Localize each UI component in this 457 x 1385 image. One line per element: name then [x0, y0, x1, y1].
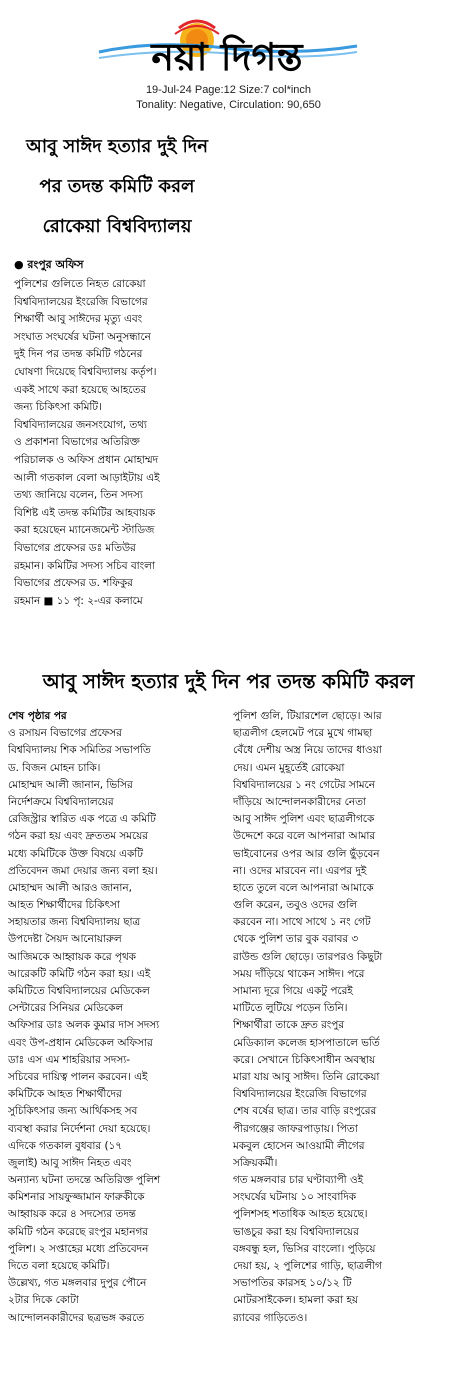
text-line: ডাঃ এস এম শাহরিয়ার সদস্য- — [8, 1053, 130, 1066]
text-line: সংঘর্ষের ঘটনায় ১০ সাংবাদিক — [233, 1191, 357, 1204]
text-line: পুলিশসহ শতাধিক আহত হয়েছে। — [233, 1208, 368, 1221]
continuation-headline: আবু সাঈদ হত্যার দুই দিন পর তদন্ত কমিটি করল — [42, 670, 415, 693]
text-line: অন্যান্য ঘটনা তদন্তে অতিরিক্ত পুলিশ — [8, 1174, 161, 1187]
text-line: আজিমকে আহ্বায়ক করে পৃথক — [8, 950, 136, 963]
text-line: হাতে তুলে বলে আপনারা আমাকে — [233, 881, 374, 894]
text-line: মেডিক্যাল কলেজ হাসপাতালে ভর্তি — [233, 1036, 380, 1049]
text-line: দাঁড়িয়ে আন্দোলনকারীদের নেতা — [233, 795, 366, 808]
text-line: কমিটিতে বিশ্ববিদ্যালয়ের মেডিকেল — [8, 985, 150, 997]
text-line: গঠন করা হয় এবং দ্রুততম সময়ের — [8, 830, 148, 843]
text-line: সভাপতির কারসহ ১০/১২ টি — [233, 1277, 352, 1290]
text-line: বিভাগের প্রফেসর ড. শফিকুর — [14, 577, 133, 590]
text-line: না। ওদের মারবেন না। এরপর দুই — [233, 864, 367, 877]
text-line: সেন্টারের সিনিয়র মেডিকেল — [8, 1002, 124, 1015]
text-line: এবং উপ-প্রধান মেডিকেল অফিসার — [8, 1036, 153, 1049]
byline: ● রংপুর অফিস — [14, 258, 84, 271]
text-line: মারা যায় আবু সাঈদ। তিনি রোকেয়া — [233, 1070, 380, 1083]
text-line: রহমান ■ ১১ পৃ: ২-এর কলামে — [14, 594, 143, 607]
text-line: কমিটিকে আহত শিক্ষার্থীদের — [8, 1088, 122, 1101]
text-line: ও রসায়ন বিভাগের প্রফেসর — [8, 727, 122, 740]
text-line: গত মঙ্গলবার চার ঘণ্টাব্যাপী ওই — [233, 1174, 364, 1187]
text-line: শেষ পৃষ্ঠার পর — [8, 710, 67, 722]
text-line: ব্যবস্থা করার নির্দেশনা দেয়া হয়েছে। — [8, 1122, 151, 1135]
text-line: করবেন না। সাথে সাথে ১ নং গেট — [233, 916, 371, 929]
text-line: আহ্বায়ক করে ৪ সদস্যের তদন্ত — [8, 1208, 136, 1221]
text-line: মোহাম্মদ আলী জানান, ভিসির — [8, 778, 133, 791]
text-line: প্রতিবেদন জমা দেয়ার জন্য বলা হয়। — [8, 864, 158, 877]
text-line: শিক্ষার্থী আবু সাঈদের মৃত্যু এবং — [14, 313, 143, 326]
text-line: র‍্যাবের গাড়িতেও। — [233, 1311, 308, 1324]
text-line: জন্য চিকিৎসা কমিটি। — [14, 401, 102, 414]
text-line: কমিটি গঠন করেছে রংপুর মহানগর — [8, 1225, 148, 1238]
text-line: উদ্দেশে করে বলে আপনারা আমার — [233, 830, 376, 843]
text-line: মকবুল হোসেন আওয়ামী লীগের — [233, 1139, 365, 1152]
logo-text: নয়া দিগন্ত — [151, 35, 303, 79]
text-line: বঙ্গবন্ধু হল, ভিসির বাংলো। পুড়িয়ে — [233, 1242, 376, 1255]
left-column — [8, 708, 228, 1327]
text-line: সক্রিয়কর্মী। — [233, 1156, 278, 1169]
text-line: সংঘাত সংঘর্ষের ঘটনা অনুসন্ধানে — [14, 330, 151, 343]
text-line: ড. বিজন মোহন চাকি। — [8, 761, 101, 774]
text-line: পুলিশ। ২ সপ্তাহের মধ্যে প্রতিবেদন — [8, 1242, 149, 1255]
text-line: আহত শিক্ষার্থীদের চিকিৎসা — [8, 899, 120, 912]
text-line: উল্লেখ্য, গত মঙ্গলবার দুপুর পৌনে — [8, 1277, 147, 1290]
text-line: দেয়া হয়, ২ পুলিশের গাড়ি, ছাত্রলীগ — [233, 1260, 382, 1272]
text-line: তথ্য জানিয়ে বলেন, তিন সদস্য — [14, 489, 143, 502]
text-line: কমিশনার সায়ফুজ্জামান ফারুকীকে — [8, 1191, 145, 1204]
text-line: একই সাথে করা হয়েছে আহতের — [14, 383, 147, 396]
text-line: দেয়। এমন মুহূর্তেই রোকেয়া — [233, 761, 345, 774]
text-line: পুলিশ গুলি, টিয়ারশেল ছোড়ে। আর — [233, 710, 382, 722]
text-line: মোহাম্মদ আলী আরও জানান, — [8, 881, 132, 894]
text-line: বিশ্ববিদ্যালয়ের জনসংযোগ, তথ্য — [14, 418, 147, 431]
clip-meta-date: 19-Jul-24 Page:12 Size:7 col*inch — [145, 84, 312, 96]
text-line: উপদেষ্টা সৈয়দ আনোয়ারুল — [8, 933, 122, 946]
text-line: ছাত্রলীগ হেলমেট পরে মুখে গামছা — [233, 727, 373, 740]
text-line: এদিকে গতকাল বুধবার (১৭ — [8, 1139, 122, 1152]
text-line: সামান্য দূরে গিয়ে একটু পরেই — [233, 985, 353, 997]
text-line: আন্দোলনকারীদের ছত্রভঙ্গ করতে — [8, 1311, 145, 1324]
headline-line-3: রোকেয়া বিশ্ববিদ্যালয় — [42, 216, 192, 237]
text-line: বিশ্ববিদ্যালয়ের ১ নং গেটের সামনে — [233, 778, 375, 791]
text-line: সহায়তার জন্য বিশ্ববিদ্যালয় ছাত্র — [8, 916, 141, 929]
text-line: মোটরসাইকেল। হামলা করা হয় — [233, 1294, 359, 1307]
text-line: ঘোষণা দিয়েছে বিশ্ববিদ্যালয় কর্তৃপ। — [14, 365, 157, 378]
text-line: বিশ্ববিদ্যালয়ের ইংরেজি বিভাগের — [14, 295, 148, 308]
text-line: সুচিকিৎসার জন্য আর্থিকসহ সব — [8, 1105, 138, 1118]
text-line: বেঁধে দেশীয় অস্ত্র নিয়ে তাদের ধাওয়া — [233, 744, 382, 757]
text-line: সচিবের দায়িত্ব পালন করবেন। এই — [8, 1070, 148, 1083]
text-line: ভাঙচুর করা হয় বিশ্ববিদ্যালয়ের — [233, 1225, 359, 1238]
text-line: অফিসার ডাঃ অলক কুমার দাস সদস্য — [8, 1019, 160, 1032]
text-line: ও প্রকাশনা বিভাগের অতিরিক্ত — [14, 436, 140, 449]
text-line: নির্দেশক্রমে বিশ্ববিদ্যালয়ের — [8, 795, 114, 808]
text-line: ২টার দিকে কোটা — [8, 1294, 79, 1307]
newspaper-logo — [95, 4, 360, 84]
headline-line-2: পর তদন্ত কমিটি করল — [39, 176, 195, 197]
headline-line-1: আবু সাঈদ হত্যার দুই দিন — [26, 136, 208, 157]
text-line: বিশ্ববিদ্যালয়ের ইংরেজি বিভাগের — [233, 1088, 367, 1101]
text-line: বিভাগের প্রফেসর ডঃ মতিউর — [14, 541, 136, 554]
text-line: পুলিশের গুলিতে নিহত রোকেয়া — [14, 278, 146, 290]
text-line: রেজিস্ট্রার স্বারিত এক পত্রে এ কমিটি — [8, 813, 156, 826]
text-line: আলী গতকাল বেলা আড়াইটায় এই — [14, 471, 160, 484]
text-line: পীরগঞ্জের জাফরপাড়ায়। পিতা — [233, 1122, 358, 1135]
text-line: সময় দাঁড়িয়ে থাকেন সাঈদ। পরে — [233, 967, 365, 980]
text-line: দিতে বলা হয়েছে কমিটি। — [8, 1260, 110, 1272]
text-line: রাউন্ড গুলি ছোড়ে। তারপরও কিছুটা — [233, 950, 383, 963]
text-line: শিক্ষার্থীরা তাকে দ্রুত রংপুর — [233, 1019, 345, 1032]
text-line: বিশিষ্ট এই তদন্ত কমিটির আহবায়ক — [14, 506, 156, 519]
text-line: শেষ বর্ষের ছাত্র। তার বাড়ি রংপুরের — [233, 1105, 377, 1118]
text-line: মাটিতে লুটিয়ে পড়েন তিনি। — [233, 1002, 348, 1015]
text-line: বিশ্ববিদ্যালয় শিক সমিতির সভাপতি — [8, 744, 151, 757]
text-line: ভাইবোনের ওপর আর গুলি ছুঁড়বেন — [233, 847, 380, 860]
text-line: জুলাই) আবু সাঈদ নিহত এবং — [8, 1156, 132, 1169]
text-line: দুই দিন পর তদন্ত কমিটি গঠনের — [14, 348, 143, 361]
text-line: পরিচালক ও অফিস প্রধান মোহাম্মদ — [14, 453, 159, 466]
clip-meta-tonality: Tonality: Negative, Circulation: 90,650 — [136, 99, 321, 111]
right-column — [233, 708, 453, 1327]
text-line: আবু সাঈদ পুলিশ এবং ছাত্রলীগকে — [233, 813, 375, 826]
text-line: আরেকটি কমিটি গঠন করা হয়। এই — [8, 967, 151, 980]
text-line: রহমান। কমিটির সদস্য সচিব বাংলা — [14, 559, 155, 572]
text-line: করা হয়েছেন ম্যানেজমেন্ট স্টাডিজ — [14, 524, 155, 537]
text-line: গুলি করেন, তবুও ওদের গুলি — [233, 899, 357, 912]
text-line: থেকে পুলিশ তার বুক বরাবর ৩ — [233, 933, 359, 946]
text-line: মধ্যে কমিটিকে উক্ত বিষয়ে একটি — [8, 847, 143, 860]
text-line: করে। সেখানে চিকিৎসাধীন অবস্থায় — [233, 1053, 376, 1066]
article-body — [14, 276, 228, 610]
